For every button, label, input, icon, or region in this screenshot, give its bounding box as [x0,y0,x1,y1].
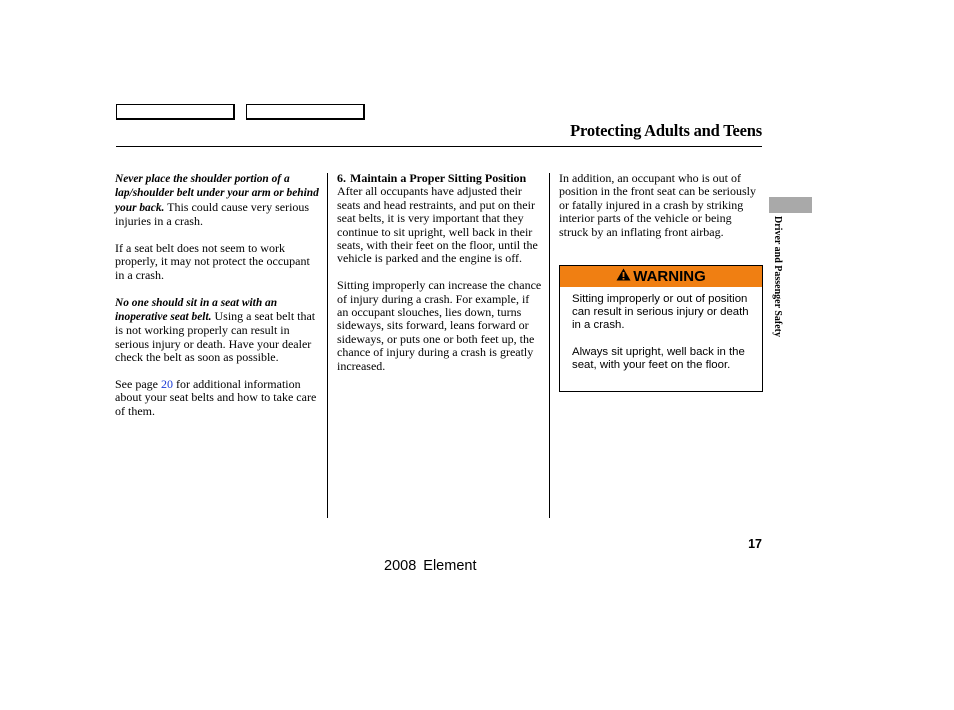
emphasis-text: Never place the shoulder portion of a lap/shoulder belt under your arm or behind your back. [115,173,319,214]
section-heading [337,172,543,185]
emphasis-text: No one should sit in a seat with an inoperative seat belt. [115,296,278,324]
footer-model: 2008 Element [384,558,477,574]
paragraph: After all occupants have adjusted their seats and head restraints, and put on their seat belts, it is very important that they continue to sit upright, well back in their seats, with their feet on the floor, until the vehicle is parked and the engine is off. [337,184,538,266]
paragraph: See page 20 for additional information about your seat belts and how to take care of them. [115,377,317,418]
title-divider [116,146,762,147]
warning-triangle-icon [616,268,633,285]
warning-paragraph: Sitting improperly or out of position can result in serious injury or death in a crash. [572,293,749,332]
paragraph: Sitting improperly can increase the chance of injury during a crash. For example, if an occupant slouches, lies down, turns sideways, sits forward, leans forward or sideways, or puts one or both feet up, the chance of injury during a crash is greatly increased. [337,278,542,373]
warning-banner [560,266,762,287]
warning-label: WARNING [633,268,706,285]
previous-page-button[interactable] [116,104,235,120]
paragraph: No one should sit in a seat with an inoperative seat belt. Using a seat belt that is not working properly can result in serious injury or death. Have your dealer check the belt as soon as possible. [115,296,316,365]
column-divider [327,173,328,518]
section-number: 6. [337,171,346,185]
warning-text [560,287,762,372]
paragraph: If a seat belt does not seem to work properly, it may not protect the occupant in a crash. [115,241,310,282]
page-title: Protecting Adults and Teens [570,121,762,140]
warning-paragraph: Always sit upright, well back in the seat, with your feet on the floor. [572,345,745,371]
warning-box [559,265,763,392]
section-heading-text: Maintain a Proper Sitting Position [350,171,527,185]
paragraph: Never place the shoulder portion of a lap/shoulder belt under your arm or behind your back. This could cause very serious injuries in a crash. [115,173,319,229]
text-column-2 [337,172,543,386]
paragraph: In addition, an occupant who is out of position in the front seat can be seriously or fatally injured in a crash by striking interior parts of the vehicle or being struck by an inflating front airbag. [559,171,756,239]
next-page-button[interactable] [246,104,365,120]
text-column-3 [559,172,763,252]
page-link[interactable]: 20 [160,377,173,392]
page-number: 17 [748,537,762,551]
section-tab-label: Driver and Passenger Safety [772,216,783,338]
text-column-1 [115,172,321,432]
section-tab[interactable] [769,197,812,213]
column-divider [549,173,550,518]
